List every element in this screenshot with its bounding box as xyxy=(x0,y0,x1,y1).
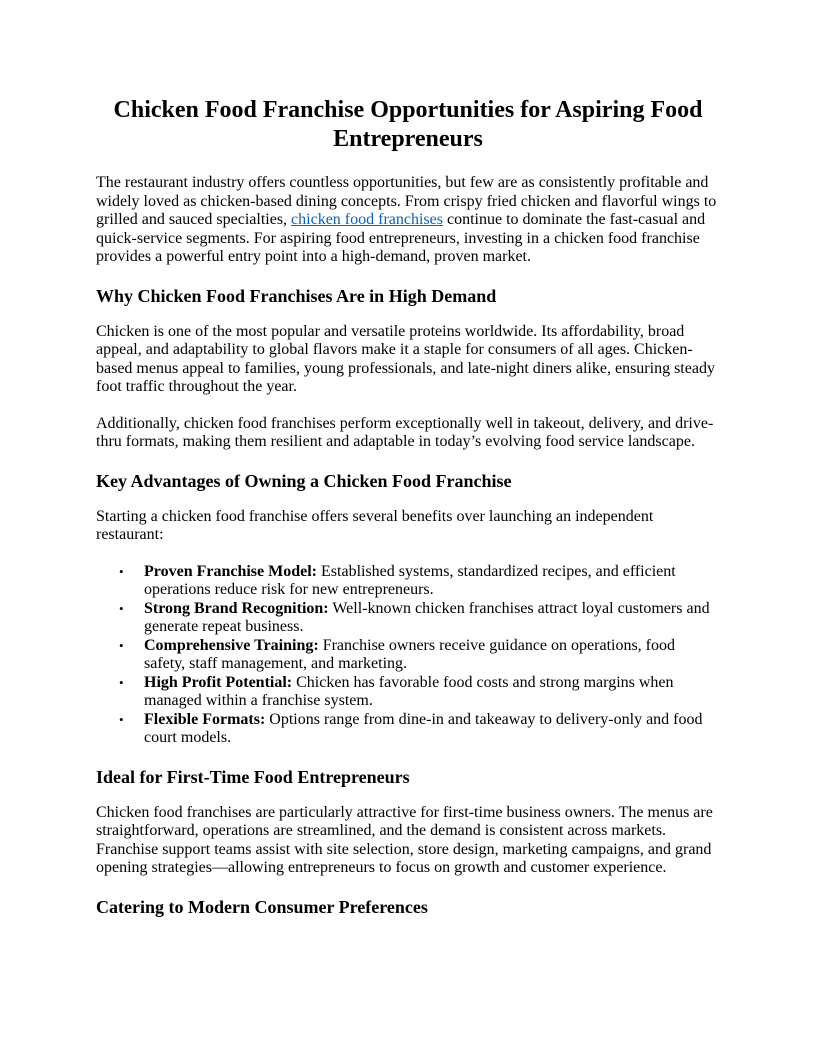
section-heading-demand: Why Chicken Food Franchises Are in High Demand xyxy=(96,285,497,306)
bullet-icon: • xyxy=(119,563,124,579)
list-item-text: Established systems, standardized recipes, and efficient operations reduce risk for new entrepreneurs. xyxy=(144,562,676,598)
bullet-icon: • xyxy=(119,711,124,727)
bullet-icon: • xyxy=(119,600,124,616)
advantages-list xyxy=(96,563,720,748)
advantages-intro: Starting a chicken food franchise offers several benefits over launching an independent restaurant: xyxy=(96,507,654,543)
document-page xyxy=(96,96,720,934)
list-item-term: Strong Brand Recognition: xyxy=(144,599,329,617)
bullet-icon: • xyxy=(119,637,124,653)
bullet-icon: • xyxy=(119,674,124,690)
list-item xyxy=(119,636,720,674)
list-item xyxy=(119,562,720,600)
demand-paragraph-1: Chicken is one of the most popular and versatile proteins worldwide. Its affordability, broad appeal, and adaptability to global flavors make it a staple for consumers of all ages. Chicken-based menus appeal to families, young professionals, and late-night diners alike, ensuring steady foot traffic throughout the year. xyxy=(96,322,715,395)
list-item-text: Chicken has favorable food costs and strong margins when managed within a franchise system. xyxy=(144,673,674,709)
list-item-term: Proven Franchise Model: xyxy=(144,562,318,580)
section-heading-ideal: Ideal for First-Time Food Entrepreneurs xyxy=(96,766,410,787)
demand-paragraph-2: Additionally, chicken food franchises perform exceptionally well in takeout, delivery, and drive-thru formats, making them resilient and adaptable in today’s evolving food service landscape. xyxy=(96,414,714,450)
list-item-term: High Profit Potential: xyxy=(144,673,293,691)
list-item-text: Well-known chicken franchises attract loyal customers and generate repeat business. xyxy=(144,599,710,635)
document-title: Chicken Food Franchise Opportunities for Aspiring Food Entrepreneurs xyxy=(113,97,703,152)
ideal-paragraph-1: Chicken food franchises are particularly attractive for first-time business owners. The menus are straightforward, operations are streamlined, and the demand is consistent across markets. Franchise support teams assist with site selection, store design, marketing campaigns, and grand opening strategies—allowing entrepreneurs to focus on growth and customer experience. xyxy=(96,803,713,876)
intro-text-before-link: The restaurant industry offers countless opportunities, but few are as consistently profitable and widely loved as chicken-based dining concepts. From crispy fried chicken and flavorful wings to grilled and sauced specialties, xyxy=(96,174,717,228)
list-item-term: Comprehensive Training: xyxy=(144,636,319,654)
list-item-text: Franchise owners receive guidance on operations, food safety, staff management, and marketing. xyxy=(144,636,676,672)
intro-paragraph xyxy=(96,174,720,267)
list-item xyxy=(119,599,720,637)
list-item xyxy=(119,673,720,711)
list-item-text: Options range from dine-in and takeaway to delivery-only and food court models. xyxy=(144,710,703,746)
section-heading-advantages: Key Advantages of Owning a Chicken Food Franchise xyxy=(96,470,512,491)
list-item-term: Flexible Formats: xyxy=(144,710,266,728)
section-heading-catering: Catering to Modern Consumer Preferences xyxy=(96,896,428,917)
chicken-food-franchises-link[interactable]: chicken food franchises xyxy=(291,211,443,228)
intro-text-after-link: continue to dominate the fast-casual and quick-service segments. For aspiring food entrepreneurs, investing in a chicken food franchise provides a powerful entry point into a high-demand, proven market. xyxy=(96,211,706,265)
list-item xyxy=(119,710,720,748)
